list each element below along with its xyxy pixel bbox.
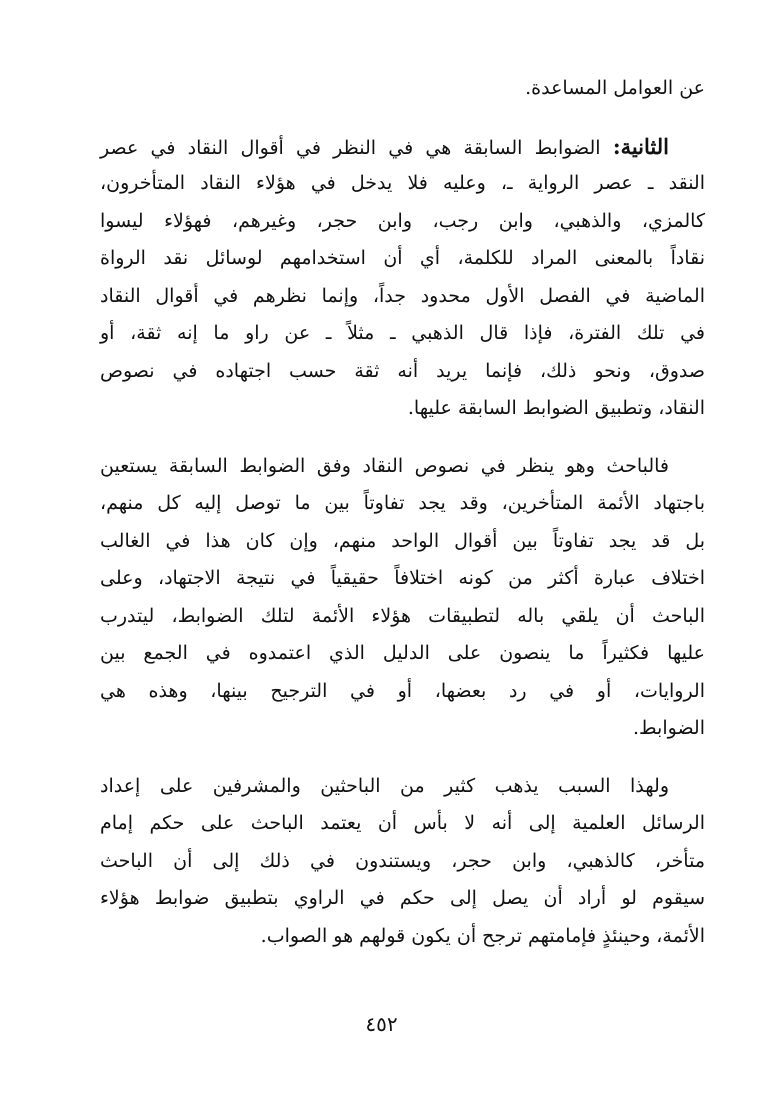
text-line: الباحث أن يلقي باله لتطبيقات هؤلاء الأئمة لتلك الضوابط، ليتدرب bbox=[100, 604, 705, 627]
paragraph-second-point bbox=[100, 128, 705, 428]
text-line: عن العوامل المساعدة. bbox=[525, 77, 705, 99]
text-line: عليها فكثيراً ما ينصون على الدليل الذي اعتمدوه في الجمع بين bbox=[100, 642, 705, 664]
text-line: الضوابط. bbox=[632, 717, 705, 739]
paragraph-researcher bbox=[100, 448, 705, 748]
section-label: الثانية: bbox=[612, 133, 669, 159]
text-line: فالباحث وهو ينظر في نصوص النقاد وفق الضوابط السابقة يستعين bbox=[100, 454, 669, 477]
text-line: باجتهاد الأئمة المتأخرين، وقد يجد تفاوتاً بين ما توصل إليه كل منهم، bbox=[100, 492, 705, 514]
text-line: ولهذا السبب يذهب كثير من الباحثين والمشرفين على إعداد bbox=[100, 774, 669, 797]
text-line: في تلك الفترة، فإذا قال الذهبي ـ مثلاً ـ عن راو ما إنه ثقة، أو bbox=[100, 322, 705, 344]
text-line: النقد ـ عصر الرواية ـ، وعليه فلا يدخل في هؤلاء النقاد المتأخرون، bbox=[100, 172, 705, 194]
page-number: ٤٥٢ bbox=[365, 1012, 398, 1036]
text-line: بل قد يجد تفاوتاً بين أقوال الواحد منهم، وإن كان هذا في الغالب bbox=[100, 529, 705, 552]
paragraph-reason bbox=[100, 768, 705, 956]
text-line: النقاد، وتطبيق الضوابط السابقة عليها. bbox=[407, 397, 705, 419]
text-line: الماضية في الفصل الأول محدود جداً، وإنما نظرهم في أقوال النقاد bbox=[100, 284, 705, 307]
text-line: سيقوم لو أراد أن يصل إلى حكم في الراوي بتطبيق ضوابط هؤلاء bbox=[100, 887, 705, 909]
text-line: الضوابط السابقة هي في النظر في أقوال النقاد في عصر bbox=[100, 136, 601, 159]
text-line: الرسائل العلمية إلى أنه لا بأس أن يعتمد الباحث على حكم إمام bbox=[100, 812, 705, 834]
text-line: صدوق، ونحو ذلك، فإنما يريد أنه ثقة حسب اجتهاده في نصوص bbox=[100, 359, 705, 382]
text-line: اختلاف عبارة أكثر من كونه اختلافاً حقيقياً في نتيجة الاجتهاد، وعلى bbox=[100, 567, 705, 589]
text-line: متأخر، كالذهبي، وابن حجر، ويستندون في ذلك إلى أن الباحث bbox=[100, 849, 705, 872]
text-line: الروايات، أو في رد بعضها، أو في الترجيح بينها، وهذه هي bbox=[100, 679, 705, 702]
paragraph-continuation bbox=[100, 70, 705, 108]
text-line: الأئمة، وحينئذٍ فإمامتهم ترجح أن يكون قولهم هو الصواب. bbox=[260, 924, 705, 947]
text-line-with-label bbox=[100, 128, 705, 166]
text-line: كالمزي، والذهبي، وابن رجب، وابن حجر، وغيرهم، فهؤلاء ليسوا bbox=[100, 209, 705, 232]
page-body bbox=[100, 70, 705, 955]
text-line: نقاداً بالمعنى المراد للكلمة، أي أن استخدامهم لوسائل نقد الرواة bbox=[100, 247, 705, 269]
